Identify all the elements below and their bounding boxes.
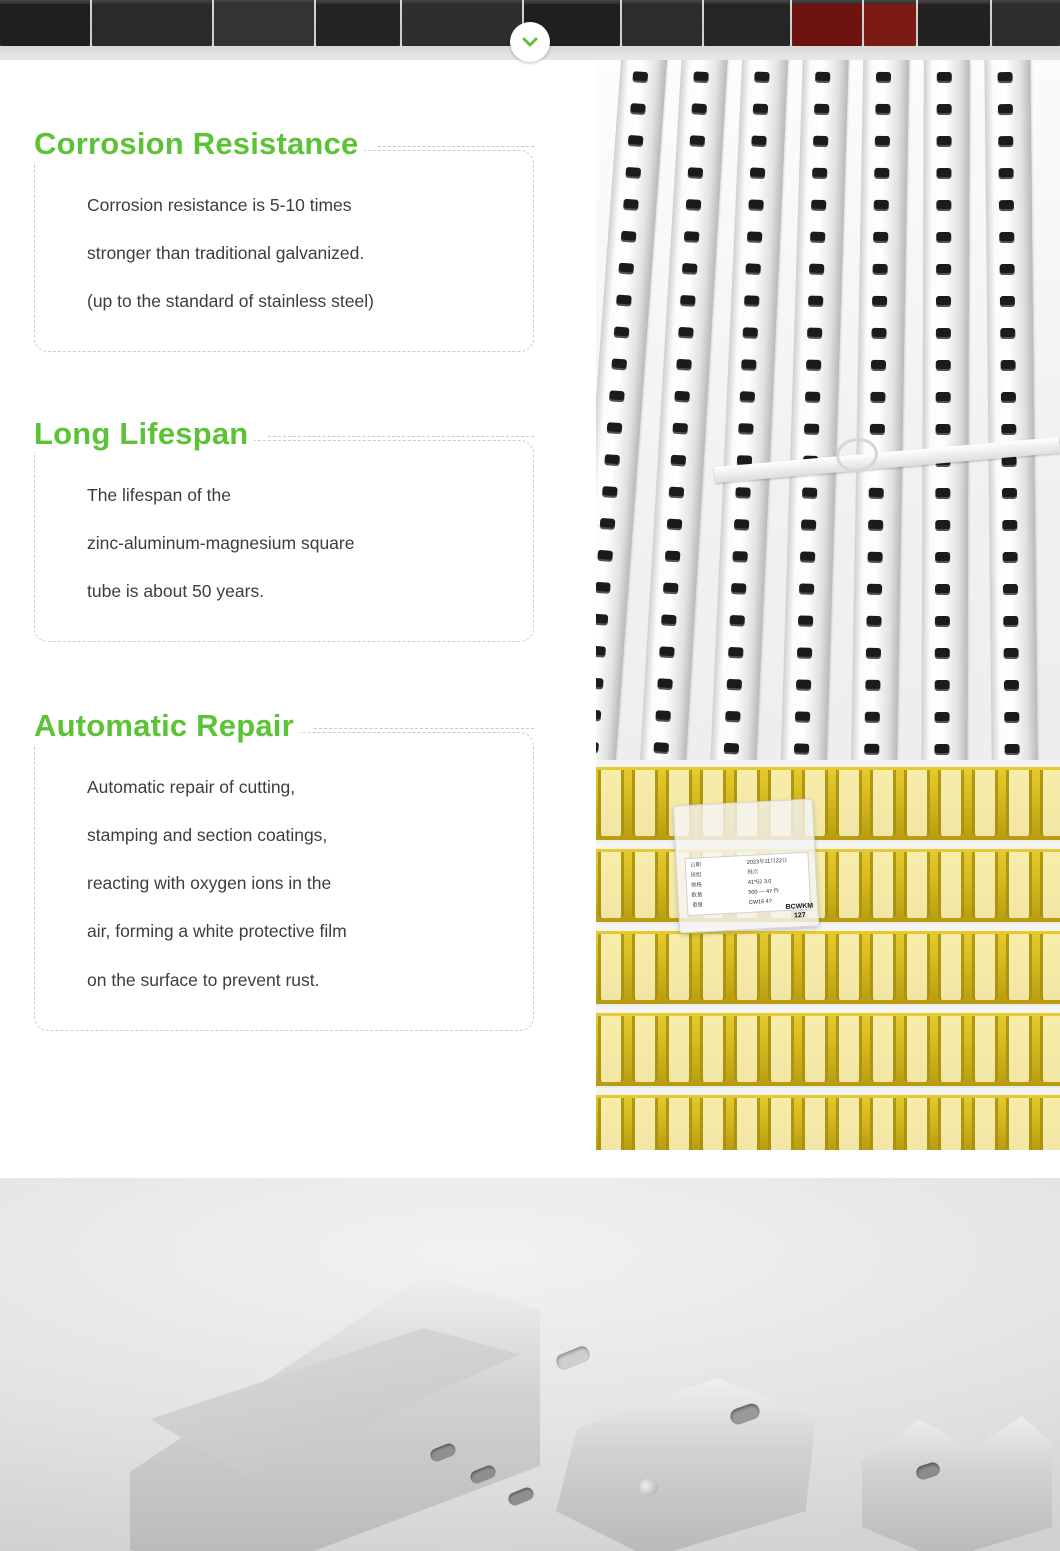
perforation-hole (806, 360, 821, 371)
perforation-hole (623, 199, 639, 211)
profile-notches (596, 924, 1060, 1004)
metal-tube (316, 0, 400, 46)
perforation-hole (753, 103, 768, 115)
perforation-hole (747, 231, 762, 243)
tag-value: 2023年11月22日 (746, 857, 788, 866)
perforation-hole (596, 741, 599, 753)
perforation-hole (936, 232, 951, 243)
feature-line: Automatic repair of cutting, (87, 777, 296, 797)
perforation-hole (1002, 488, 1017, 499)
title-divider (378, 146, 534, 147)
tag-code-line1: BCWKM (785, 902, 814, 912)
perforation-hole (867, 584, 882, 595)
perforation-hole (1000, 264, 1015, 275)
feature-line: zinc-aluminum-magnesium square (87, 533, 355, 554)
perforation-hole (693, 71, 709, 83)
perforation-hole (735, 487, 750, 499)
profile-notch (938, 770, 964, 836)
perforation-hole (864, 744, 879, 755)
perforation-hole (604, 454, 620, 466)
perforation-hole (734, 519, 749, 531)
perforation-hole (999, 200, 1014, 211)
perforation-hole (1005, 744, 1020, 755)
perforation-hole (1004, 680, 1019, 691)
profile-notches (596, 760, 1060, 840)
profile-notch (938, 1016, 964, 1082)
perforation-hole (868, 520, 883, 531)
perforation-hole (798, 615, 813, 626)
metal-tube (0, 0, 90, 46)
perforation-hole (935, 712, 950, 723)
chevron-down-icon[interactable] (510, 22, 550, 62)
perforation-hole (745, 263, 760, 275)
perforation-hole (807, 328, 822, 339)
perforation-hole (632, 71, 648, 83)
yellow-profile-row (596, 1088, 1060, 1150)
perforation-hole (866, 648, 881, 659)
perforation-hole (935, 648, 950, 659)
perforation-hole (811, 200, 826, 211)
perforation-hole (999, 168, 1014, 179)
perforation-hole (808, 296, 823, 307)
perforation-hole (998, 136, 1013, 147)
feature-automatic-repair (34, 708, 534, 1031)
profile-notch (870, 934, 896, 1000)
perforation-hole (671, 455, 687, 467)
perforation-hole (678, 327, 694, 339)
profile-notch (972, 934, 998, 1000)
tag-field: 规格 (690, 882, 703, 889)
feature-line: Corrosion resistance is 5-10 times (87, 195, 352, 215)
profile-notch (632, 1016, 658, 1082)
feature-card (34, 440, 534, 642)
perforation-hole (740, 391, 755, 403)
profile-notch (1040, 1098, 1060, 1150)
perforation-hole (653, 742, 669, 754)
perforation-hole (618, 263, 634, 275)
perforation-hole (937, 136, 952, 147)
perforation-hole (688, 167, 704, 179)
perforation-hole (729, 615, 744, 627)
perforation-hole (936, 200, 951, 211)
perforation-hole (937, 104, 952, 115)
perforation-hole (936, 264, 951, 275)
perforation-hole (865, 712, 880, 723)
feature-card (34, 732, 534, 1031)
feature-title: Long Lifespan (34, 416, 254, 452)
perforation-hole (865, 680, 880, 691)
perforation-hole (936, 392, 951, 403)
profile-notch (904, 1098, 930, 1150)
tag-field: 重量 (691, 902, 704, 909)
perforation-hole (794, 743, 809, 754)
profile-notch (632, 770, 658, 836)
profile-notch (632, 934, 658, 1000)
profile-notch (870, 1016, 896, 1082)
profile-notch (734, 1098, 760, 1150)
tag-code-line2: 127 (793, 911, 806, 920)
perforation-hole (1002, 520, 1017, 531)
tag-code (785, 903, 813, 921)
perforation-hole (676, 359, 692, 371)
profile-notch (700, 1098, 726, 1150)
perforation-hole (684, 231, 700, 243)
perforation-hole (616, 295, 632, 307)
perforation-hole (724, 743, 739, 755)
perforation-hole (727, 679, 742, 691)
perforation-hole (812, 168, 827, 179)
perforation-hole (868, 552, 883, 563)
perforation-hole (609, 390, 625, 402)
tag-value: CW16 4? (748, 898, 772, 906)
yellow-profile-row (596, 924, 1060, 1004)
profile-notch (1040, 770, 1060, 836)
perforation-hole (600, 518, 616, 530)
perforation-hole (1000, 328, 1015, 339)
perforation-hole (596, 646, 606, 658)
feature-line: reacting with oxygen ions in the (87, 873, 332, 894)
profile-notch (972, 1016, 998, 1082)
profile-notch (1006, 1016, 1032, 1082)
feature-title-row (34, 708, 534, 744)
galvanized-channel-parts-photo (0, 1178, 1060, 1551)
perforation-hole (596, 614, 608, 626)
profile-notch (870, 1098, 896, 1150)
metal-tube (704, 0, 790, 46)
perforation-hole (689, 135, 705, 147)
profile-notch (598, 770, 624, 836)
profile-notch (734, 934, 760, 1000)
perforation-hole (680, 295, 696, 307)
tag-field: 日期 (689, 862, 702, 869)
perforation-hole (1004, 712, 1019, 723)
perforation-hole (936, 168, 951, 179)
feature-title: Automatic Repair (34, 708, 300, 744)
perforation-hole (797, 647, 812, 658)
profile-notch (666, 934, 692, 1000)
feature-line: The lifespan of the (87, 485, 231, 505)
perforation-hole (1004, 648, 1019, 659)
perforation-hole (1001, 392, 1016, 403)
metal-tube (92, 0, 212, 46)
profile-notch (1040, 934, 1060, 1000)
perforation-hole (810, 232, 825, 243)
perforation-hole (935, 680, 950, 691)
perforation-hole (935, 584, 950, 595)
profile-notch (836, 852, 862, 918)
feature-line: on the surface to prevent rust. (87, 969, 320, 990)
profile-notch (1006, 1098, 1032, 1150)
perforation-hole (998, 72, 1013, 83)
feature-card (34, 150, 534, 352)
perforation-hole (621, 231, 637, 243)
perforation-hole (669, 487, 685, 499)
profile-notch (666, 1016, 692, 1082)
perforation-hole (655, 710, 671, 722)
perforation-hole (741, 359, 756, 371)
feature-title-row (34, 416, 534, 452)
perforation-hole (872, 296, 887, 307)
profile-notch (836, 934, 862, 1000)
perforation-hole (630, 103, 646, 115)
profile-notch (802, 1098, 828, 1150)
perforation-hole (748, 199, 763, 211)
profile-notch (1006, 770, 1032, 836)
perforation-hole (800, 551, 815, 562)
perforation-hole (596, 582, 611, 594)
feature-long-lifespan (34, 416, 534, 642)
perforation-hole (596, 677, 604, 689)
perforation-hole (743, 327, 758, 339)
perforation-hole (871, 328, 886, 339)
profile-notch (938, 1098, 964, 1150)
perforation-hole (597, 550, 613, 562)
profile-notch (734, 1016, 760, 1082)
perforation-hole (998, 104, 1013, 115)
perforation-hole (750, 167, 765, 179)
profile-notch (768, 1016, 794, 1082)
profile-notch (904, 1016, 930, 1082)
metal-tube-red (864, 0, 916, 46)
profile-notch (972, 852, 998, 918)
yellow-profile-row (596, 842, 1060, 922)
perforation-hole (661, 614, 677, 626)
perforation-hole (751, 135, 766, 147)
perforation-hole (732, 551, 747, 563)
perforation-hole (935, 552, 950, 563)
perforation-hole (937, 72, 952, 83)
perforation-hole (874, 200, 889, 211)
perforation-hole (657, 678, 673, 690)
perforation-hole (1003, 584, 1018, 595)
profile-notch (598, 1098, 624, 1150)
profile-notch (598, 1016, 624, 1082)
profile-notch (632, 1098, 658, 1150)
perforation-hole (744, 295, 759, 307)
metal-tube (622, 0, 702, 46)
profile-notches (596, 1006, 1060, 1086)
perforation-hole (1001, 360, 1016, 371)
feature-line: stamping and section coatings, (87, 825, 328, 846)
profile-notch (938, 934, 964, 1000)
perforation-hole (659, 646, 675, 658)
tag-value: 班次 (747, 869, 759, 876)
perforation-hole (936, 328, 951, 339)
tag-field: 班组 (690, 872, 702, 879)
perforation-hole (804, 423, 819, 434)
profile-notch (972, 770, 998, 836)
profile-notches (596, 842, 1060, 922)
feature-line: (up to the standard of stainless steel) (87, 291, 374, 312)
profile-notch (768, 934, 794, 1000)
perforation-hole (934, 744, 949, 755)
tag-value: 500 — 47 件 (748, 888, 780, 896)
perforation-hole (876, 72, 891, 83)
profile-notch (836, 770, 862, 836)
perforation-hole (866, 616, 881, 627)
perforation-hole (663, 582, 679, 594)
profile-notches (596, 1088, 1060, 1150)
perforation-hole (596, 709, 601, 721)
profile-notch (700, 1016, 726, 1082)
profile-notch (598, 852, 624, 918)
profile-notch (870, 852, 896, 918)
profile-notch (904, 852, 930, 918)
perforation-hole (935, 520, 950, 531)
profile-notch (768, 1098, 794, 1150)
perforation-hole (873, 232, 888, 243)
perforation-hole (1003, 552, 1018, 563)
metal-tube (402, 0, 522, 46)
strut-channel (921, 60, 970, 780)
perforation-hole (691, 103, 707, 115)
metal-tube-red (792, 0, 862, 46)
perforation-hole (809, 264, 824, 275)
perforation-hole (805, 392, 820, 403)
profile-notch (870, 770, 896, 836)
tag-value: 41*52 3.0 (747, 878, 772, 886)
perforation-hole (801, 519, 816, 530)
perforation-hole (602, 486, 618, 498)
profile-notch (836, 1016, 862, 1082)
perforation-hole (738, 423, 753, 435)
perforation-hole (814, 104, 829, 115)
perforation-hole (607, 422, 623, 434)
feature-line: air, forming a white protective film (87, 921, 347, 942)
strut-channel (984, 60, 1038, 780)
perforation-hole (935, 616, 950, 627)
profile-notch (1040, 1016, 1060, 1082)
perforation-hole (725, 711, 740, 723)
perforation-hole (728, 647, 743, 659)
title-divider (314, 728, 534, 729)
perforation-hole (815, 72, 830, 83)
product-tag (673, 798, 820, 933)
profile-notch (632, 852, 658, 918)
perforation-hole (870, 392, 885, 403)
metal-tube (992, 0, 1060, 46)
profile-notch (666, 1098, 692, 1150)
perforation-hole (875, 136, 890, 147)
perforation-hole (871, 360, 886, 371)
profile-notch (904, 770, 930, 836)
metal-tube (918, 0, 990, 46)
profile-notch (802, 934, 828, 1000)
tag-field: 数量 (691, 892, 703, 899)
profile-notch (1040, 852, 1060, 918)
profile-notch (700, 934, 726, 1000)
yellow-profile-row (596, 1006, 1060, 1086)
perforation-hole (999, 232, 1014, 243)
perforation-hole (875, 104, 890, 115)
feature-corrosion-resistance (34, 126, 534, 352)
feature-title-row (34, 126, 534, 162)
perforation-hole (802, 487, 817, 498)
perforation-hole (611, 358, 627, 370)
perforation-hole (799, 583, 814, 594)
perforation-hole (731, 583, 746, 595)
profile-notch (802, 1016, 828, 1082)
profile-notch (904, 934, 930, 1000)
perforation-hole (874, 168, 889, 179)
perforation-hole (1000, 296, 1015, 307)
profile-notch (1006, 934, 1032, 1000)
perforation-hole (686, 199, 702, 211)
perforation-hole (754, 71, 769, 83)
profile-notch (938, 852, 964, 918)
perforation-hole (936, 296, 951, 307)
perforation-hole (936, 424, 951, 435)
perforation-hole (1001, 424, 1016, 435)
yellow-profile-row (596, 760, 1060, 840)
feature-line: stronger than traditional galvanized. (87, 243, 365, 264)
feature-title: Corrosion Resistance (34, 126, 364, 162)
perforation-hole (796, 679, 811, 690)
perforation-hole (674, 391, 690, 403)
perforation-hole (682, 263, 698, 275)
perforation-hole (667, 519, 683, 531)
perforation-hole (665, 550, 681, 562)
title-divider (268, 436, 534, 437)
perforation-hole (873, 264, 888, 275)
features-section (0, 60, 1060, 1150)
perforation-hole (935, 488, 950, 499)
perforation-hole (869, 488, 884, 499)
profile-notch (836, 1098, 862, 1150)
perforation-hole (628, 135, 644, 147)
strut-channel-bundle-photo (596, 60, 1060, 1150)
perforation-hole (870, 424, 885, 435)
profile-notch (598, 934, 624, 1000)
profile-notch (1006, 852, 1032, 918)
perforation-hole (795, 711, 810, 722)
perforation-hole (625, 167, 641, 179)
perforation-hole (614, 326, 630, 338)
profile-notch (972, 1098, 998, 1150)
metal-tube (214, 0, 314, 46)
perforation-hole (936, 360, 951, 371)
feature-line: tube is about 50 years. (87, 581, 265, 602)
perforation-hole (813, 136, 828, 147)
perforation-hole (672, 423, 688, 435)
perforation-hole (1003, 616, 1018, 627)
